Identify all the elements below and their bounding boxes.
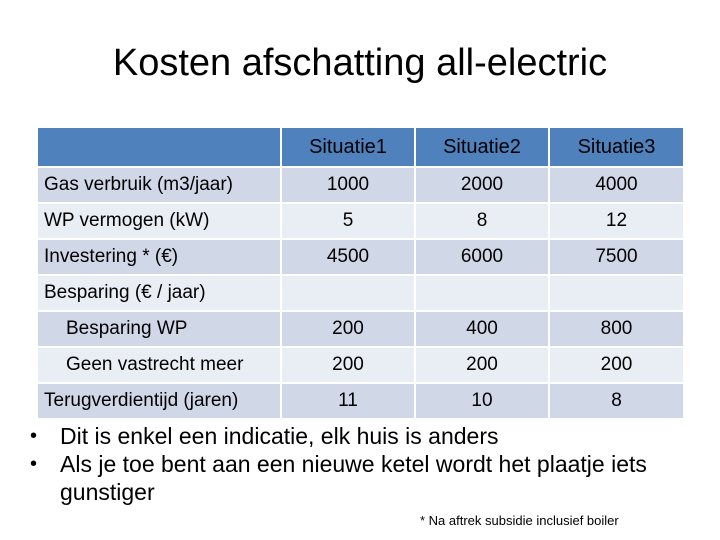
table-row	[37, 383, 684, 419]
bullet-icon: •	[30, 425, 38, 447]
table-cell	[549, 275, 684, 311]
table-cell: 1000	[281, 167, 415, 203]
row-label: Geen vastrecht meer	[37, 347, 281, 383]
table-cell: 200	[415, 347, 549, 383]
row-label: WP vermogen (kW)	[37, 203, 281, 239]
table-cell: 200	[281, 311, 415, 347]
table-cell: 4500	[281, 239, 415, 275]
bullet-icon: •	[30, 453, 38, 475]
bullet-list	[28, 422, 708, 506]
header-cell-situatie3: Situatie3	[549, 127, 684, 167]
table-row	[37, 275, 684, 311]
table-cell: 8	[549, 383, 684, 419]
table-cell: 200	[281, 347, 415, 383]
table-cell: 6000	[415, 239, 549, 275]
table-cell: 12	[549, 203, 684, 239]
table-row	[37, 167, 684, 203]
table-row	[37, 239, 684, 275]
header-cell-situatie1: Situatie1	[281, 127, 415, 167]
row-label: Besparing WP	[37, 311, 281, 347]
bullet-text: Dit is enkel een indicatie, elk huis is anders	[60, 423, 499, 449]
row-label: Terugverdientijd (jaren)	[37, 383, 281, 419]
table-cell	[415, 275, 549, 311]
table-cell: 7500	[549, 239, 684, 275]
header-cell-situatie2: Situatie2	[415, 127, 549, 167]
footnote: * Na aftrek subsidie inclusief boiler	[420, 513, 619, 528]
cost-table	[36, 126, 685, 420]
table-cell: 5	[281, 203, 415, 239]
table-cell: 8	[415, 203, 549, 239]
table-row	[37, 311, 684, 347]
header-cell-empty	[37, 127, 281, 167]
table-row	[37, 347, 684, 383]
row-label: Gas verbruik (m3/jaar)	[37, 167, 281, 203]
table-cell: 200	[549, 347, 684, 383]
table-header-row	[37, 127, 684, 167]
table-cell: 10	[415, 383, 549, 419]
list-item	[28, 422, 708, 450]
table-cell: 4000	[549, 167, 684, 203]
table-cell	[281, 275, 415, 311]
table-cell: 800	[549, 311, 684, 347]
table-row	[37, 203, 684, 239]
list-item	[28, 450, 708, 506]
table-cell: 2000	[415, 167, 549, 203]
row-label: Investering * (€)	[37, 239, 281, 275]
table-cell: 400	[415, 311, 549, 347]
slide-title: Kosten afschatting all-electric	[112, 42, 608, 84]
bullet-text: Als je toe bent aan een nieuwe ketel wordt het plaatje iets gunstiger	[60, 451, 647, 505]
row-label: Besparing (€ / jaar)	[37, 275, 281, 311]
table-cell: 11	[281, 383, 415, 419]
